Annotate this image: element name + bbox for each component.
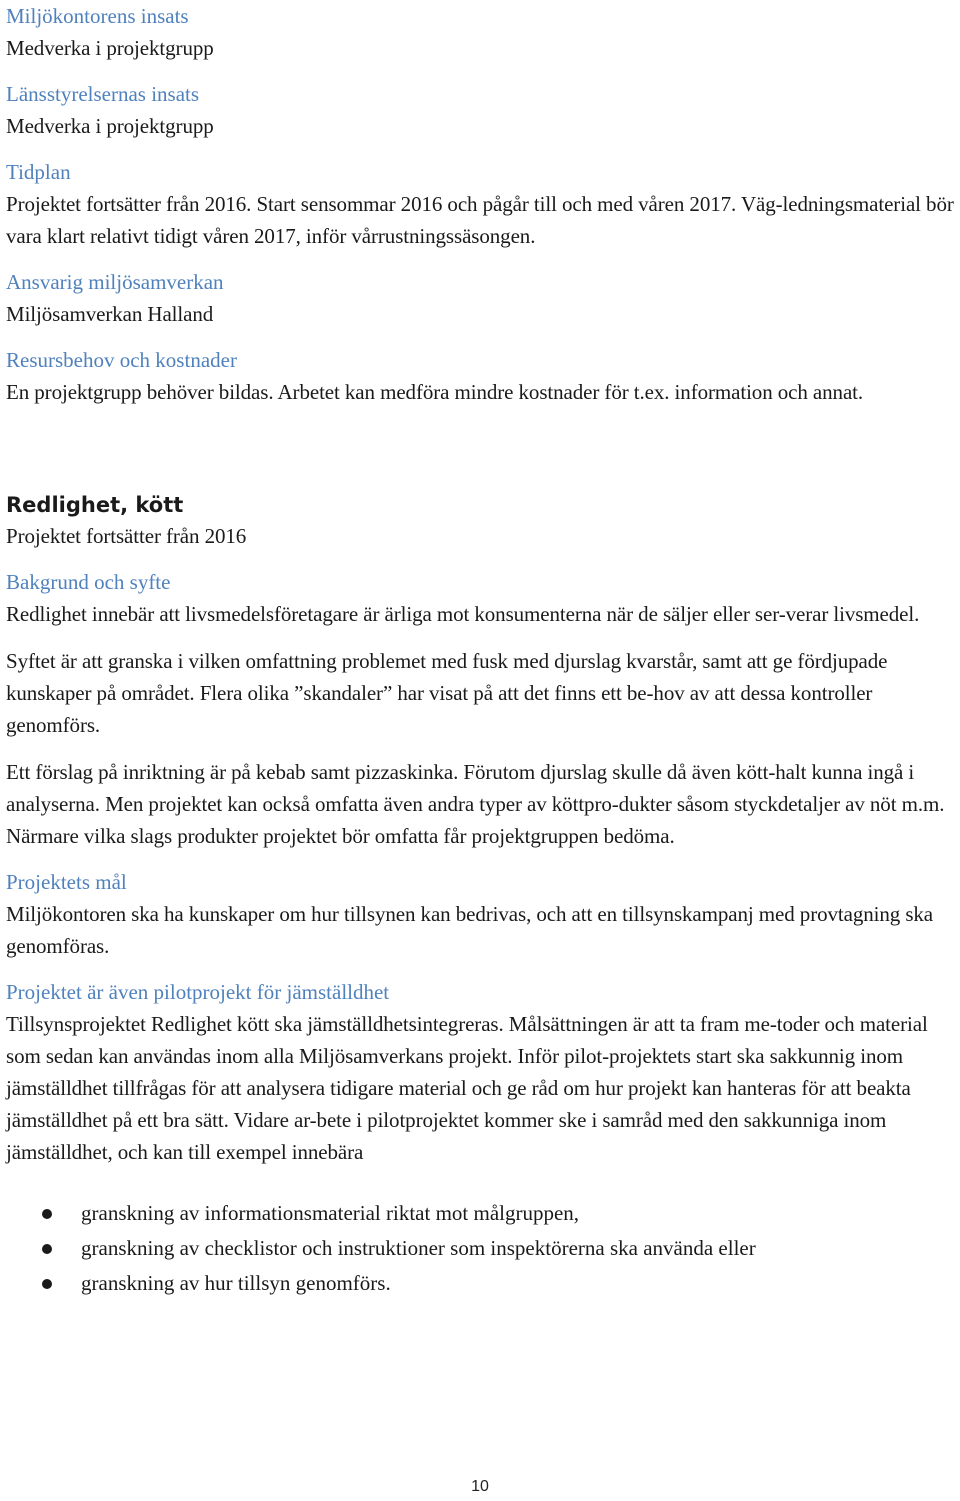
- section-tidplan: [6, 156, 956, 252]
- bullet-icon: [42, 1244, 52, 1254]
- bullet-icon: [42, 1279, 52, 1289]
- bullet-icon: [42, 1209, 52, 1219]
- section-heading: Tidplan: [6, 160, 71, 184]
- list-item-text: granskning av hur tillsyn genomförs.: [81, 1271, 391, 1295]
- list-item: [6, 1196, 956, 1231]
- section-pilotprojekt: [6, 976, 956, 1301]
- section-body: Miljökontoren ska ha kunskaper om hur tillsynen kan bedrivas, och att en tillsynskampanj med provtagning ska genomföras.: [6, 902, 934, 958]
- section-body: Tillsynsprojektet Redlighet kött ska jämställdhetsintegreras. Målsättningen är att ta fram me-toder och material som sedan kan användas inom alla Miljösamverkans projekt. Inför pilot-projektets start ska sakkunnig inom jämställdhet tillfrågas för att analysera tidigare material och ge råd om hur projekt kan hanteras för att beakta jämställdhet på ett bra sätt. Vidare ar-bete i pilotprojektet kommer ske i samråd med den sakkunniga inom jämställdhet, och kan till exempel innebära: [6, 1012, 928, 1164]
- bullet-list: [6, 1196, 956, 1301]
- list-item: [6, 1266, 956, 1301]
- section-body: Projektet fortsätter från 2016. Start sensommar 2016 och pågår till och med våren 2017. Väg-ledningsmaterial bör vara klart relativt tidigt våren 2017, inför vårrustningssäsongen.: [6, 192, 954, 248]
- section-heading: Projektets mål: [6, 870, 127, 894]
- section-heading: Ansvarig miljösamverkan: [6, 270, 224, 294]
- document-page: [6, 0, 956, 1301]
- section-heading: Projektet är även pilotprojekt för jämställdhet: [6, 980, 390, 1004]
- section-bakgrund: [6, 566, 956, 852]
- section-resursbehov: [6, 344, 956, 408]
- section-heading: Bakgrund och syfte: [6, 570, 171, 594]
- paragraph: Syftet är att granska i vilken omfattning problemet med fusk med djurslag kvarstår, samt att ge fördjupade kunskaper på området. Flera olika ”skandaler” har visat på att det finns ett be-hov av att dessa kontroller genomförs.: [6, 649, 888, 737]
- list-item-text: granskning av informationsmaterial riktat mot målgruppen,: [81, 1201, 580, 1225]
- list-item-text: granskning av checklistor och instruktioner som inspektörerna ska använda eller: [81, 1236, 756, 1260]
- section-body: Medverka i projektgrupp: [6, 36, 214, 60]
- section-body: Miljösamverkan Halland: [6, 302, 214, 326]
- paragraph: Redlighet innebär att livsmedelsföretagare är ärliga mot konsumenterna när de säljer eller ser-verar livsmedel.: [6, 602, 920, 626]
- section-ansvarig: [6, 266, 956, 330]
- project-title: Redlighet, kött: [6, 493, 184, 517]
- section-miljokontorens-insats: [6, 0, 956, 64]
- list-item: [6, 1231, 956, 1266]
- section-heading: Miljökontorens insats: [6, 4, 189, 28]
- paragraph: Ett förslag på inriktning är på kebab samt pizzaskinka. Förutom djurslag skulle då även kött-halt kunna ingå i analyserna. Men projektet kan också omfatta även andra typer av köttpro-dukter såsom styckdetaljer av nöt m.m. Närmare vilka slags produkter projektet bör omfatta får projektgruppen bedöma.: [6, 760, 945, 848]
- page-number: 10: [471, 1478, 489, 1495]
- section-heading: Länsstyrelsernas insats: [6, 82, 200, 106]
- project-subtitle: Projektet fortsätter från 2016: [6, 524, 247, 548]
- section-projektets-mal: [6, 866, 956, 962]
- section-body: En projektgrupp behöver bildas. Arbetet kan medföra mindre kostnader för t.ex. information och annat.: [6, 380, 864, 404]
- section-body: Medverka i projektgrupp: [6, 114, 214, 138]
- section-heading: Resursbehov och kostnader: [6, 348, 237, 372]
- section-lansstyrelsernas-insats: [6, 78, 956, 142]
